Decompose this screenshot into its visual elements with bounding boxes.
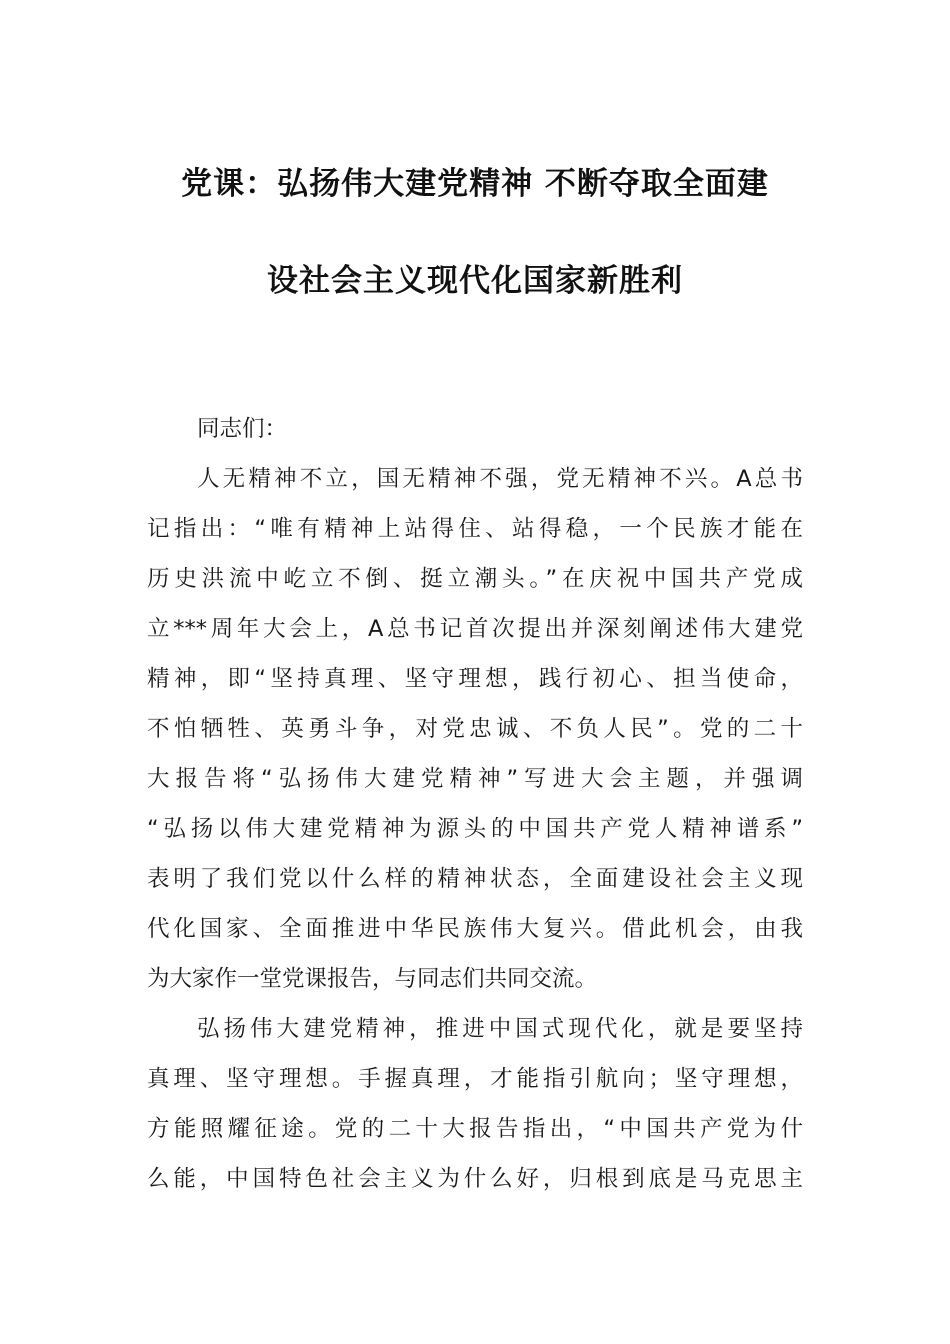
body-line: “弘扬以伟大建党精神为源头的中国共产党人精神谱系” [147, 816, 803, 842]
body-line: 方能照耀征途。党的二十大报告指出，“中国共产党为什 [147, 1116, 803, 1142]
document-title-line-2: 设社会主义现代化国家新胜利 [267, 263, 683, 299]
body-line: 表明了我们党以什么样的精神状态，全面建设社会主义现 [147, 866, 803, 892]
body-line: 记指出：“唯有精神上站得住、站得稳，一个民族才能在 [147, 516, 803, 542]
body-line: 不怕牺牲、英勇斗争，对党忠诚、不负人民”。党的二十 [147, 716, 803, 742]
document-title-line-1: 党课：弘扬伟大建党精神 不断夺取全面建 [181, 166, 769, 202]
body-line: 为大家作一堂党课报告，与同志们共同交流。 [147, 966, 598, 992]
salutation: 同志们： [197, 416, 288, 442]
body-line: 人无精神不立，国无精神不强，党无精神不兴。A总书 [197, 466, 803, 492]
body-line: 历史洪流中屹立不倒、挺立潮头。”在庆祝中国共产党成 [147, 566, 803, 592]
body-line: 大报告将“弘扬伟大建党精神”写进大会主题，并强调 [147, 766, 803, 792]
body-line: 弘扬伟大建党精神，推进中国式现代化，就是要坚持 [197, 1016, 803, 1042]
body-line: 代化国家、全面推进中华民族伟大复兴。借此机会，由我 [147, 916, 803, 942]
body-line: 精神，即“坚持真理、坚守理想，践行初心、担当使命， [147, 666, 803, 692]
body-line: 么能，中国特色社会主义为什么好，归根到底是马克思主 [147, 1166, 803, 1192]
body-line: 真理、坚守理想。手握真理，才能指引航向；坚守理想， [147, 1066, 803, 1092]
body-line: 立***周年大会上，A总书记首次提出并深刻阐述伟大建党 [147, 616, 803, 642]
